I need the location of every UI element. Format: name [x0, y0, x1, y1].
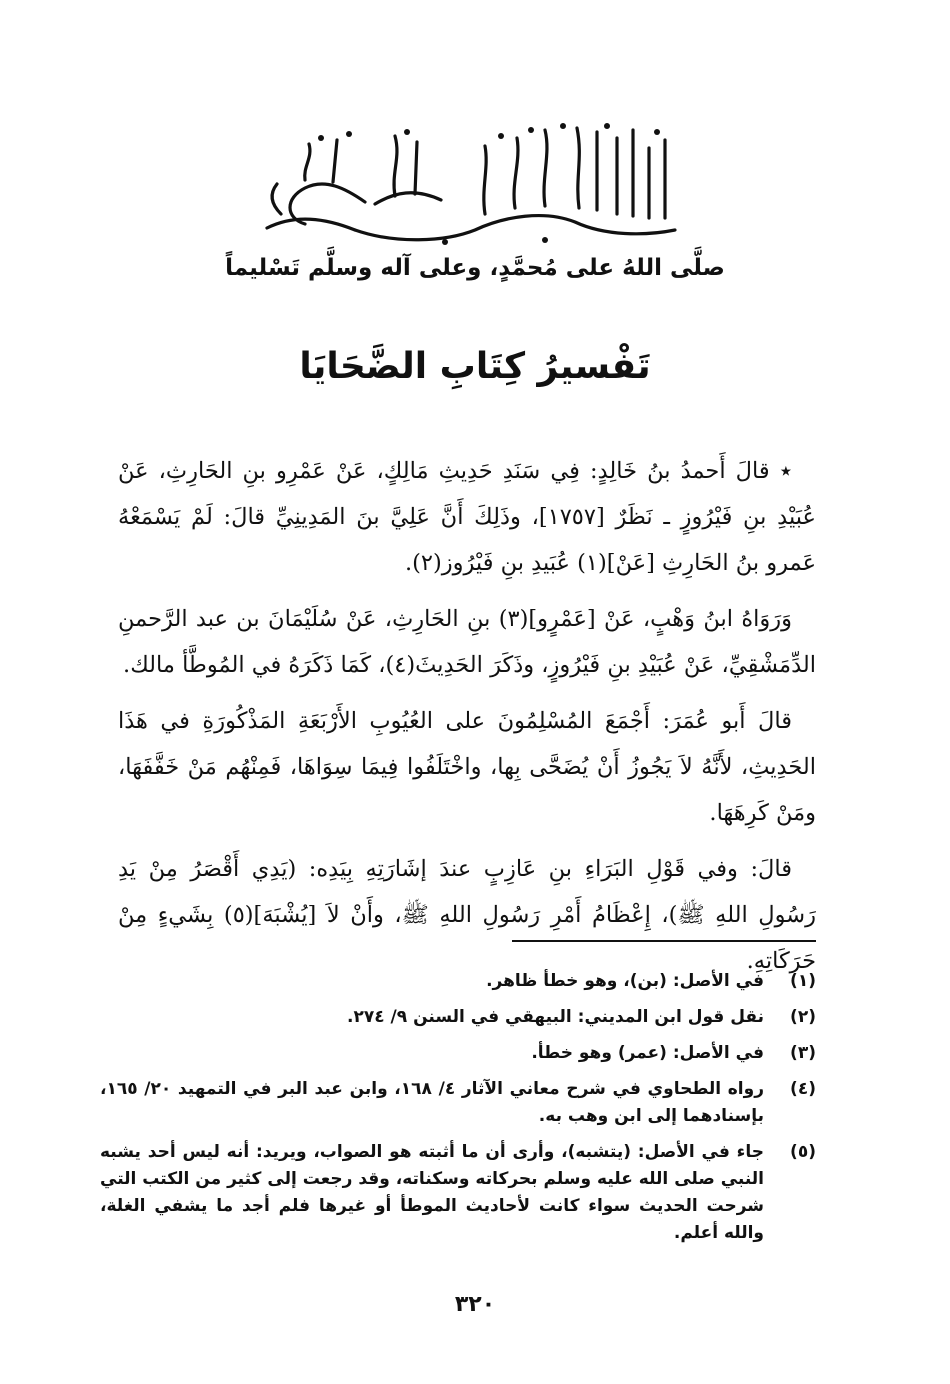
footnote-text: في الأصل: (عمر) وهو خطأ. [531, 1043, 764, 1063]
chapter-title: تَفْسيرُ كِتَابِ الضَّحَايَا [299, 346, 651, 387]
page-number: ٣٢٠ [454, 1292, 496, 1317]
footnote [100, 1004, 816, 1031]
paragraph-1: ٭ قالَ أَحمدُ بنُ خَالِدٍ: فِي سَنَدِ حَدِيثِ مَالِكٍ، عَنْ عَمْرِو بنِ الحَارِثِ، عَنْ عُبَيْدِ بنِ فَيْرُوزٍ ـ نَظَرٌ [١٧٥٧]، وذَلِكَ أَنَّ عَلِيَّ بنَ المَدِينِيِّ قالَ: لَمْ يَسْمَعْهُ عَمرو بنُ الحَارِثِ [عَنْ](١) عُبَيدِ بنِ فَيْرُوز(٢). [118, 458, 816, 576]
footnote-number: (٥) [790, 1142, 816, 1162]
paragraph-2: وَرَوَاهُ ابنُ وَهْبٍ، عَنْ [عَمْرٍو](٣) بنِ الحَارِثِ، عَنْ سُلَيْمَانَ بن عبد الرَّحمنِ الدِّمَشْقِيِّ، عَنْ عُبَيْدِ بنِ فَيْرُوزٍ، وذَكَرَ الحَدِيثَ(٤)، كَمَا ذَكَرَهُ في المُوطَّأ مالك. [118, 606, 816, 678]
footnote-number: (٢) [790, 1007, 816, 1027]
basmala-calligraphy [245, 118, 695, 248]
salawat-line: صلَّى اللهُ على مُحمَّدٍ، وعلى آله وسلَّم تَسْليماً [225, 255, 725, 281]
paragraph-4: قالَ: وفي قَوْلِ البَرَاءِ بنِ عَازِبٍ عندَ إشَارَتِهِ بِيَدِه: (يَدِي أَقْصَرُ مِنْ يَدِ رَسُولِ اللهِ ﷺ)، إِعْظَامُ أَمْرِ رَسُولِ اللهِ ﷺ، وأَنْ لاَ [يُشْبَهَ](٥) بِشَيءٍ مِنْ حَرَكَاتِهِ. [118, 856, 816, 974]
footnote-text: في الأصل: (بن)، وهو خطأ ظاهر. [486, 971, 764, 991]
footnote [100, 1139, 816, 1247]
footnote-divider [512, 940, 816, 942]
footnote [100, 1040, 816, 1067]
footnote-number: (١) [790, 971, 816, 991]
paragraph-3: قالَ أَبو عُمَرَ: أَجْمَعَ المُسْلِمُونَ على العُيُوبِ الأَرْبَعَةِ المَذْكُورَةِ في هَذَا الحَدِيثِ، لأَنَّهُ لاَ يَجُوزُ أَنْ يُضَحَّى بِها، واخْتَلَفُوا فِيمَا سِوَاهَا، فَمِنْهُم مَنْ خَفَّفَهَا، ومَنْ كَرِهَهَا. [118, 708, 816, 826]
footnote [100, 968, 816, 995]
footnote-number: (٤) [790, 1079, 816, 1099]
footnote-number: (٣) [790, 1043, 816, 1063]
footnotes [100, 968, 816, 1256]
footnote-text: جاء في الأصل: (يتشبه)، وأرى أن ما أثبته هو الصواب، ويريد: أنه ليس أحد يشبه النبي صلى الله عليه وسلم بحركاته وسكناته، وقد رجعت إلى كثير من الكتب التي شرحت الحديث سواء كانت لأحاديث الموطأ أو غيرها فلم أجد ما يشفي الغلة، والله أعلم. [100, 1142, 764, 1243]
footnote-text: رواه الطحاوي في شرح معاني الآثار ٤/ ١٦٨، وابن عبد البر في التمهيد ٢٠/ ١٦٥، بإسنادهما إلى ابن وهب به. [100, 1079, 764, 1126]
footnote-text: نقل قول ابن المديني: البيهقي في السنن ٩/ ٢٧٤. [347, 1007, 764, 1027]
footnote [100, 1076, 816, 1130]
main-text [118, 448, 816, 994]
